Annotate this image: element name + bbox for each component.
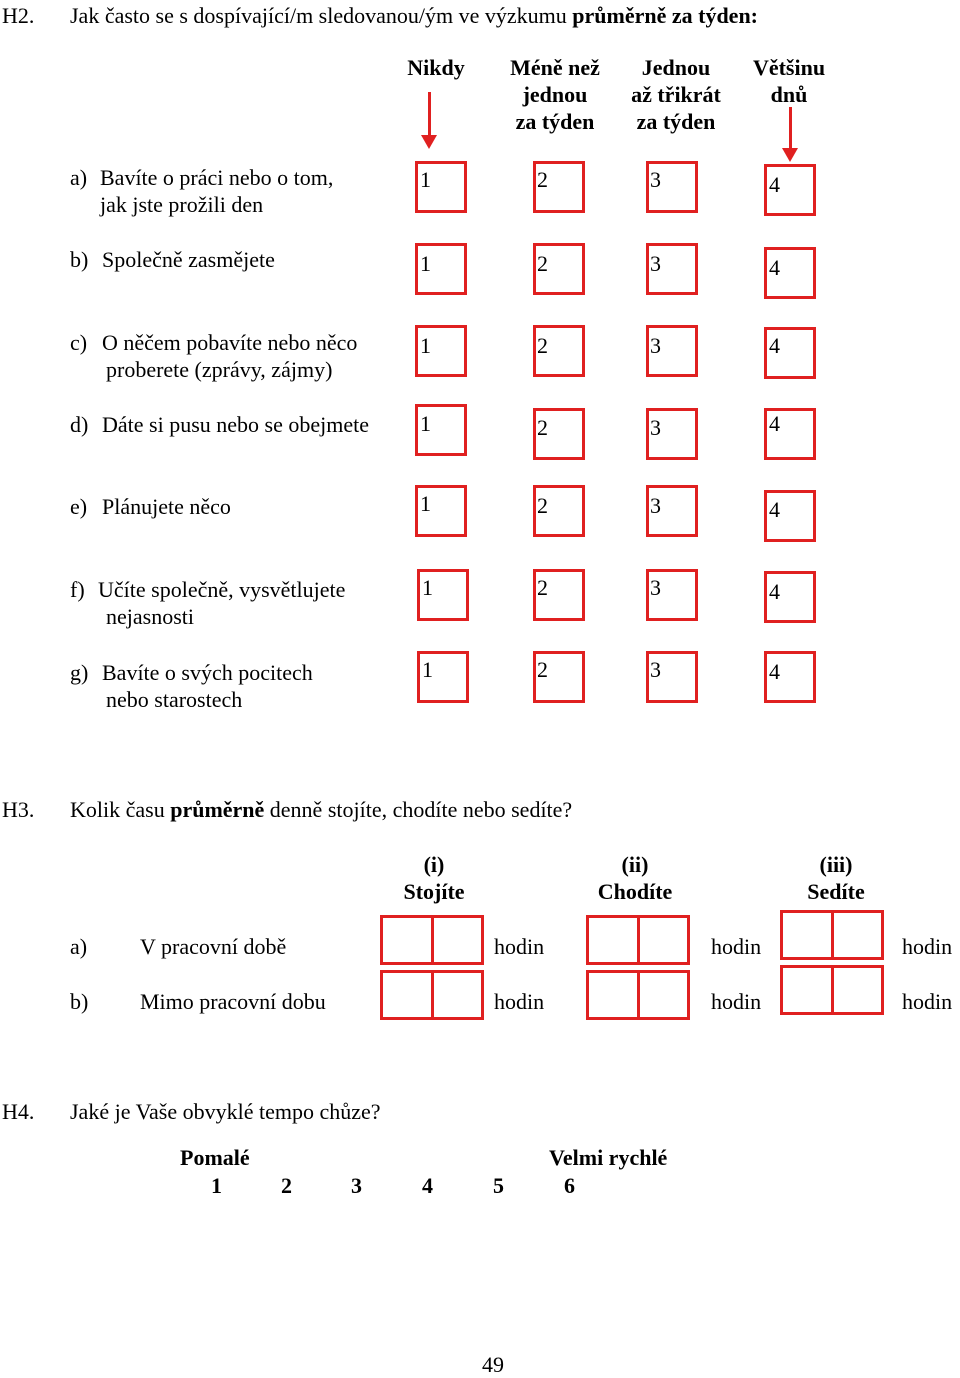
scale-number: 1: [422, 575, 433, 600]
answer-checkbox[interactable]: [646, 569, 698, 621]
item-letter: e): [70, 494, 88, 519]
h3-question-text: Kolik času: [70, 797, 171, 822]
scale-number: 4: [769, 579, 780, 604]
hours-input-walking[interactable]: [586, 970, 690, 1020]
item-letter: d): [70, 412, 89, 437]
answer-checkbox[interactable]: [646, 651, 698, 703]
scale-number: 2: [537, 493, 548, 518]
answer-checkbox[interactable]: [415, 325, 467, 377]
h4-scale-option[interactable]: 3: [351, 1173, 362, 1198]
h2-col-header-less-than-weekly: Méně než jednou za týden: [510, 55, 600, 134]
unit-label: hodin: [711, 989, 762, 1014]
h3-col-header-sitting: (iii) Sedíte: [807, 852, 865, 904]
answer-checkbox[interactable]: [533, 485, 585, 537]
h3-number: H3.: [2, 797, 35, 822]
h2-col-header-never: Nikdy: [407, 55, 465, 80]
scale-number: 2: [537, 415, 548, 440]
item-label: jak jste prožili den: [100, 192, 264, 217]
h2-col-header-most-days: Většinu dnů: [752, 55, 826, 107]
unit-label: hodin: [711, 934, 762, 959]
item-label: Společně zasmějete: [102, 247, 275, 272]
answer-checkbox[interactable]: [533, 651, 585, 703]
h2-number: H2.: [2, 3, 35, 28]
item-label: Bavíte o práci nebo o tom,: [100, 165, 334, 190]
scale-number: 1: [422, 657, 433, 682]
h2-question-text: Jak často se s dospívající/m sledovanou/ým ve výzkumu: [70, 3, 573, 28]
unit-label: hodin: [494, 989, 545, 1014]
hours-input-sitting[interactable]: [780, 910, 884, 960]
item-label: nebo starostech: [106, 687, 243, 712]
answer-checkbox[interactable]: [764, 490, 816, 542]
h4-scale-option[interactable]: 2: [281, 1173, 292, 1198]
page-number: 49: [482, 1352, 504, 1377]
hours-input-sitting[interactable]: [780, 965, 884, 1015]
unit-label: hodin: [494, 934, 545, 959]
h3-row-letter: a): [70, 934, 88, 959]
scale-number: 3: [650, 493, 661, 518]
hours-input-standing[interactable]: [380, 970, 484, 1020]
scale-number: 2: [537, 251, 548, 276]
scale-number: 2: [537, 333, 548, 358]
h3-row-label: Mimo pracovní dobu: [140, 989, 326, 1014]
answer-checkbox[interactable]: [533, 243, 585, 295]
answer-checkbox[interactable]: [415, 485, 467, 537]
h2-question: [70, 2, 758, 29]
scale-number: 4: [769, 659, 780, 684]
answer-checkbox[interactable]: [646, 243, 698, 295]
answer-checkbox[interactable]: [417, 569, 469, 621]
answer-checkbox[interactable]: [646, 485, 698, 537]
answer-checkbox[interactable]: [646, 325, 698, 377]
answer-checkbox[interactable]: [415, 243, 467, 295]
h3-row-letter: b): [70, 989, 89, 1014]
item-letter: b): [70, 247, 89, 272]
scale-number: 4: [769, 172, 780, 197]
item-letter: g): [70, 660, 89, 685]
scale-number: 4: [769, 497, 780, 522]
scale-number: 1: [420, 333, 431, 358]
unit-label: hodin: [902, 989, 953, 1014]
item-label: Plánujete něco: [102, 494, 231, 519]
scale-number: 3: [650, 657, 661, 682]
item-label: Bavíte o svých pocitech: [102, 660, 313, 685]
answer-checkbox[interactable]: [415, 161, 467, 213]
answer-checkbox[interactable]: [764, 651, 816, 703]
h4-scale-option[interactable]: 6: [564, 1173, 575, 1198]
h4-scale-option[interactable]: 5: [493, 1173, 504, 1198]
item-label: Učíte společně, vysvětlujete: [98, 577, 346, 602]
h4-low-label: Pomalé: [180, 1145, 250, 1170]
answer-checkbox[interactable]: [764, 571, 816, 623]
h3-col-header-walking: (ii) Chodíte: [597, 852, 673, 904]
h3-question-text: denně stojíte, chodíte nebo sedíte?: [264, 797, 573, 822]
scale-number: 1: [420, 411, 431, 436]
h4-question: Jaké je Vaše obvyklé tempo chůze?: [70, 1099, 381, 1124]
scale-number: 3: [650, 333, 661, 358]
unit-label: hodin: [902, 934, 953, 959]
answer-checkbox[interactable]: [533, 569, 585, 621]
answer-checkbox[interactable]: [415, 404, 467, 456]
h4-scale-option[interactable]: 4: [422, 1173, 433, 1198]
scale-number: 4: [769, 333, 780, 358]
scale-number: 1: [420, 251, 431, 276]
h4-high-label: Velmi rychlé: [549, 1145, 668, 1170]
h4-number: H4.: [2, 1099, 35, 1124]
item-letter: a): [70, 165, 88, 190]
answer-checkbox[interactable]: [533, 161, 585, 213]
answer-checkbox[interactable]: [764, 247, 816, 299]
h3-question-bold: průměrně: [170, 797, 265, 822]
scale-number: 3: [650, 251, 661, 276]
scale-number: 4: [769, 411, 780, 436]
answer-checkbox[interactable]: [764, 164, 816, 216]
h3-row-label: V pracovní době: [140, 934, 287, 959]
item-label: Dáte si pusu nebo se obejmete: [102, 412, 369, 437]
item-letter: c): [70, 330, 88, 355]
answer-checkbox[interactable]: [533, 408, 585, 460]
item-letter: f): [70, 577, 85, 602]
h2-col-header-1-3-weekly: Jednou až třikrát za týden: [631, 55, 721, 134]
scale-number: 3: [650, 167, 661, 192]
hours-input-standing[interactable]: [380, 915, 484, 965]
answer-checkbox[interactable]: [764, 327, 816, 379]
scale-number: 1: [420, 491, 431, 516]
h4-scale-option[interactable]: 1: [211, 1173, 222, 1198]
scale-number: 3: [650, 575, 661, 600]
item-label: O něčem pobavíte nebo něco: [102, 330, 358, 355]
h3-col-header-standing: (i) Stojíte: [403, 852, 465, 904]
scale-number: 3: [650, 415, 661, 440]
answer-checkbox[interactable]: [533, 325, 585, 377]
h2-question-bold: průměrně za týden:: [572, 3, 759, 28]
scale-number: 2: [537, 575, 548, 600]
scale-number: 4: [769, 255, 780, 280]
answer-checkbox[interactable]: [646, 408, 698, 460]
item-label: nejasnosti: [106, 604, 194, 629]
scale-number: 2: [537, 657, 548, 682]
answer-checkbox[interactable]: [646, 161, 698, 213]
scale-number: 2: [537, 167, 548, 192]
answer-checkbox[interactable]: [417, 651, 469, 703]
hours-input-walking[interactable]: [586, 915, 690, 965]
h3-question: [70, 796, 572, 823]
scale-number: 1: [420, 167, 431, 192]
item-label: proberete (zprávy, zájmy): [106, 357, 333, 382]
answer-checkbox[interactable]: [764, 408, 816, 460]
